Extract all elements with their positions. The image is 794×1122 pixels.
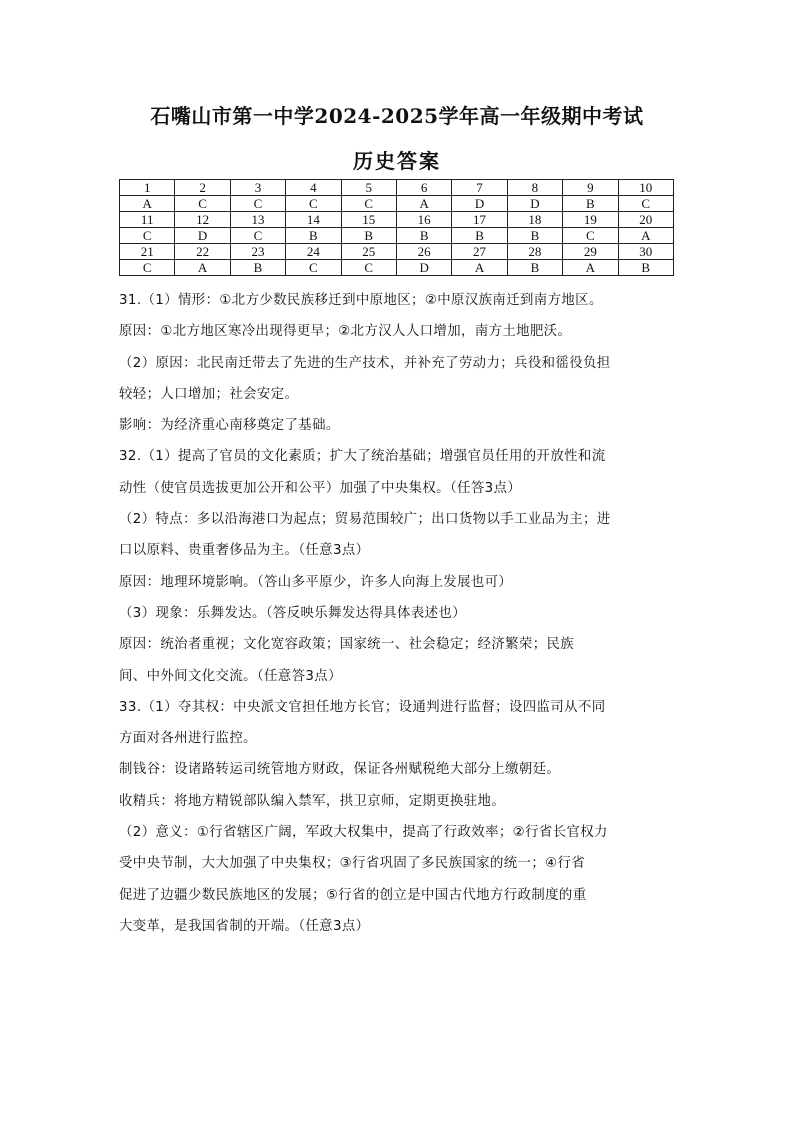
answer-cell: B [286,228,341,244]
answer-line: 原因：统治者重视；文化宽容政策；国家统一、社会稳定；经济繁荣；民族 [119,637,575,653]
question-number-cell: 7 [452,180,507,196]
question-number-cell: 21 [120,244,175,260]
question-number-row [120,180,674,196]
answer-cell: C [230,196,285,212]
answer-line: 动性（使官员选拔更加公开和公平）加强了中央集权。（任答3点） [119,480,522,496]
answer-line: （3）现象：乐舞发达。（答反映乐舞发达得具体表述也） [119,605,466,621]
question-number-cell: 9 [563,180,618,196]
answer-cell: A [396,196,451,212]
question-number-cell: 14 [286,212,341,228]
answer-line: （2）意义：①行省辖区广阔，军政大权集中，提高了行政效率；②行省长官权力 [119,825,608,841]
question-number-cell: 12 [175,212,230,228]
answer-line: 较轻；人口增加；社会安定。 [119,386,299,402]
answer-text [119,285,679,942]
answer-cell: C [563,228,618,244]
answer-cell: C [341,260,396,276]
answer-cell: A [175,260,230,276]
answer-cell: B [452,228,507,244]
question-number-cell: 26 [396,244,451,260]
answer-line: 方面对各州进行监控。 [119,731,257,747]
question-number-cell: 3 [230,180,285,196]
answer-key-table [119,179,674,276]
answer-cell: B [618,260,673,276]
question-number-cell: 4 [286,180,341,196]
answer-line: 32.（1）提高了官员的文化素质；扩大了统治基础；增强官员任用的开放性和流 [119,449,606,465]
question-number-cell: 13 [230,212,285,228]
answer-cell: D [396,260,451,276]
answer-line: 受中央节制，大大加强了中央集权；③行省巩固了多民族国家的统一；④行省 [119,856,586,872]
question-number-cell: 16 [396,212,451,228]
answer-cell: D [507,196,562,212]
answer-line: 原因：①北方地区寒冷出现得更早；②北方汉人人口增加，南方土地肥沃。 [119,324,572,340]
answer-cell: C [341,196,396,212]
question-number-cell: 28 [507,244,562,260]
answer-line: 大变革，是我国省制的开端。（任意3点） [119,918,370,934]
answer-cell: C [120,228,175,244]
question-number-cell: 15 [341,212,396,228]
question-number-cell: 11 [120,212,175,228]
answer-cell: B [507,228,562,244]
question-number-row [120,212,674,228]
question-number-cell: 20 [618,212,673,228]
question-number-cell: 18 [507,212,562,228]
answer-cell: A [452,260,507,276]
answer-cell: B [396,228,451,244]
question-number-cell: 6 [396,180,451,196]
answer-cell: B [341,228,396,244]
answer-cell: C [230,228,285,244]
question-number-cell: 19 [563,212,618,228]
answer-cell: C [175,196,230,212]
answer-cell: B [507,260,562,276]
question-number-cell: 24 [286,244,341,260]
answer-cell: A [563,260,618,276]
question-number-cell: 27 [452,244,507,260]
answer-line: （2）特点：多以沿海港口为起点；贸易范围较广；出口货物以手工业品为主；进 [119,512,611,528]
question-number-cell: 2 [175,180,230,196]
answer-line: 原因：地理环境影响。（答山多平原少，许多人向海上发展也可） [119,574,513,590]
document-title: 石嘴山市第一中学2024-2025学年高一年级期中考试 [150,104,644,128]
answer-line: 促进了边疆少数民族地区的发展；⑤行省的创立是中国古代地方行政制度的重 [119,887,587,903]
answer-line: （2）原因：北民南迁带去了先进的生产技术，并补充了劳动力；兵役和徭役负担 [119,355,611,371]
answer-line: 间、中外间文化交流。（任意答3点） [119,668,342,684]
question-number-cell: 23 [230,244,285,260]
answer-cell: D [452,196,507,212]
answer-cell: C [618,196,673,212]
answer-cell: D [175,228,230,244]
answer-row [120,228,674,244]
question-number-cell: 22 [175,244,230,260]
answer-line: 31.（1）情形：①北方少数民族移迁到中原地区；②中原汉族南迁到南方地区。 [119,293,603,308]
answer-row [120,260,674,276]
question-number-cell: 17 [452,212,507,228]
question-number-cell: 25 [341,244,396,260]
answer-line: 制钱谷：设诸路转运司统管地方财政，保证各州赋税绝大部分上缴朝廷。 [119,762,561,778]
answer-cell: B [230,260,285,276]
question-number-cell: 30 [618,244,673,260]
question-number-cell: 10 [618,180,673,196]
answer-cell: A [120,196,175,212]
answer-cell: C [286,196,341,212]
answer-line: 33.（1）夺其权：中央派文官担任地方长官；设通判进行监督；设四监司从不同 [119,699,606,715]
answer-line: 影响：为经济重心南移奠定了基础。 [119,418,340,434]
question-number-cell: 1 [120,180,175,196]
answer-cell: B [563,196,618,212]
question-number-cell: 8 [507,180,562,196]
question-number-row [120,244,674,260]
answer-cell: C [120,260,175,276]
answer-line: 收精兵：将地方精锐部队编入禁军，拱卫京师，定期更换驻地。 [119,793,506,809]
question-number-cell: 29 [563,244,618,260]
answer-row [120,196,674,212]
answer-cell: A [618,228,673,244]
question-number-cell: 5 [341,180,396,196]
answer-line: 口以原料、贵重奢侈品为主。（任意3点） [119,543,370,559]
answer-cell: C [286,260,341,276]
document-subtitle: 历史答案 [353,149,441,173]
